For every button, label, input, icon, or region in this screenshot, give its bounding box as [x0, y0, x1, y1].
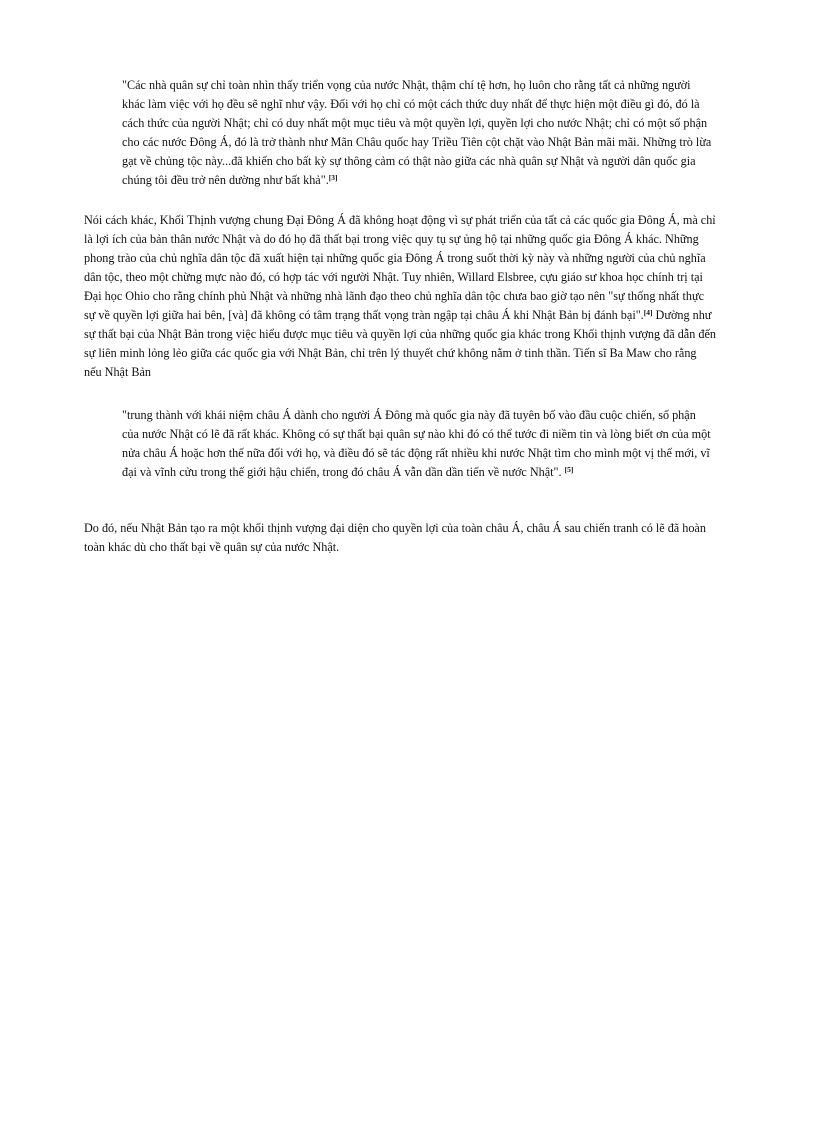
paragraph-1-text-before: Nói cách khác, Khối Thịnh vượng chung Đại Đông Á đã không hoạt động vì sự phát triển của tất cả các quốc gia Đông Á, mà chỉ là lợi ích của bản thân nước Nhật và do đó họ đã thất bại trong việc quy tụ sự ủng hộ tại những quốc gia Đông Á khác. Những phong trào của chủ nghĩa dân tộc đã xuất hiện tại những quốc gia Đông Á trong suốt thời kỳ này và những người của chủ nghĩa dân tộc, theo một chừng mực nào đó, có hợp tác với người Nhật. Tuy nhiên, Willard Elsbree, cựu giáo sư khoa học chính trị tại Đại học Ohio cho rằng chính phủ Nhật và những nhà lãnh đạo theo chủ nghĩa dân tộc chưa bao giờ tạo nên "sự thống nhất thực sự về quyền lợi giữa hai bên, [và] đã không có tâm trạng thất vọng tràn ngập tại châu Á khi Nhật Bản bị đánh bại".	[84, 213, 716, 322]
block-quote-2	[122, 406, 714, 482]
quote-2-text: "trung thành với khái niệm châu Á dành cho người Á Đông mà quốc gia này đã tuyên bố vào đầu cuộc chiến, số phận của nước Nhật có lẽ đã rất khác. Không có sự thất bại quân sự nào khi đó có thể tước đi niềm tin và lòng biết ơn của một nửa châu Á hoặc hơn thế nữa đối với họ, và điều đó sẽ tác động rất nhiều khi nước Nhật tìm cho mình một vị thế mới, vĩ đại và vĩnh cửu trong thế giới hậu chiến, trong đó châu Á vẫn dần dần tiến về nước Nhật".	[122, 408, 711, 479]
paragraph-2-text: Do đó, nếu Nhật Bản tạo ra một khối thịnh vượng đại diện cho quyền lợi của toàn châu Á, châu Á sau chiến tranh có lẽ đã hoàn toàn khác dù cho thất bại về quân sự của nước Nhật.	[84, 521, 706, 554]
body-paragraph-1	[84, 211, 716, 382]
paragraph-1-text-after: Dường như sự thất bại của Nhật Bản trong việc hiểu được mục tiêu và quyền lợi của những quốc gia khác trong Khối thịnh vượng đã dẫn đến sự liên minh lỏng lẻo giữa các quốc gia với Nhật Bản, chỉ trên lý thuyết chứ không nằm ở tinh thần. Tiến sĩ Ba Maw cho rằng nếu Nhật Bản	[84, 308, 716, 379]
body-paragraph-2	[84, 519, 716, 557]
footnote-ref-4[interactable]: [4]	[643, 308, 653, 317]
footnote-ref-5[interactable]: [5]	[564, 465, 574, 474]
quote-1-text: "Các nhà quân sự chỉ toàn nhìn thấy triển vọng của nước Nhật, thậm chí tệ hơn, họ luôn cho rằng tất cả những người khác làm việc với họ đều sẽ nghĩ như vậy. Đối với họ chỉ có một cách thức duy nhất để thực hiện một điều gì đó, đó là cách thức của người Nhật; chỉ có duy nhất một mục tiêu và một quyền lợi, quyền lợi cho nước Nhật; chỉ có một số phận cho các nước Đông Á, đó là trở thành như Mãn Châu quốc hay Triều Tiên cột chặt vào Nhật Bản mãi mãi. Những trò lừa gạt về chủng tộc này...đã khiến cho bất kỳ sự thông cảm có thật nào giữa các nhà quân sự Nhật và người dân quốc gia chúng tôi đều trở nên dường như bất khả".	[122, 78, 712, 187]
block-quote-1	[122, 76, 714, 190]
footnote-ref-3[interactable]: [3]	[328, 173, 338, 182]
